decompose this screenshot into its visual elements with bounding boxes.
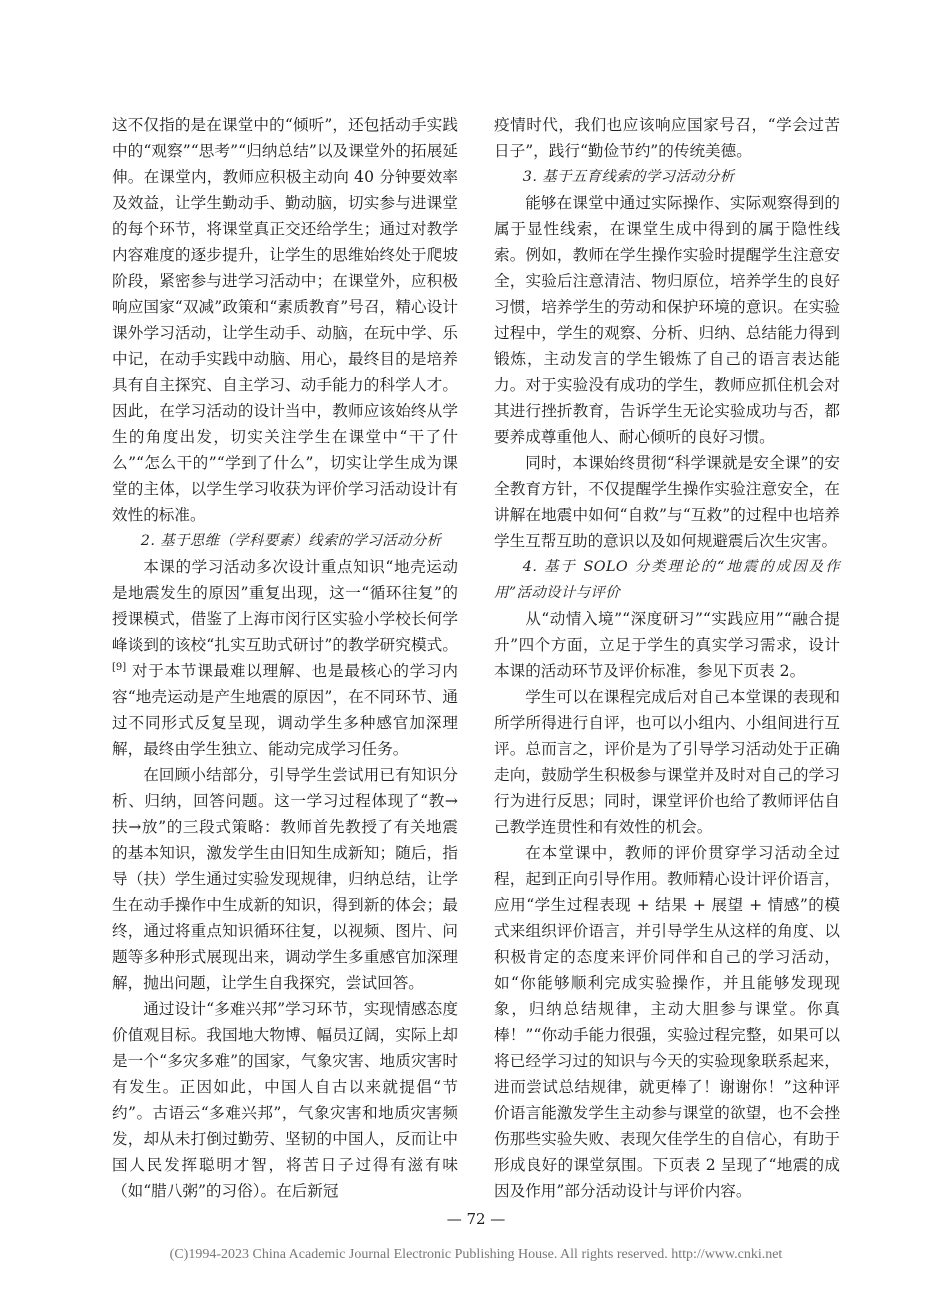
paragraph: 从“动情入境”“深度研习”“实践应用”“融合提升”四个方面，立足于学生的真实学习需求，设计本课的活动环节及评价标准，参见下页表 2。: [494, 610, 840, 680]
paragraph: 能够在课堂中通过实际操作、实际观察得到的属于显性线索，在课堂生成中得到的属于隐性线索。例如，教师在学生操作实验时提醒学生注意安全，实验后注意清洁、物归原位，培养学生的良好习惯，培养学生的劳动和保护环境的意识。在实验过程中，学生的观察、分析、归纳、总结能力得到锻炼，主动发言的学生锻炼了自己的语言表达能力。对于实验没有成功的学生，教师应抓住机会对其进行挫折教育，告诉学生无论实验成功与否，都要养成尊重他人、耐心倾听的良好习惯。: [494, 194, 840, 446]
paragraph: 通过设计“多难兴邦”学习环节，实现情感态度价值观目标。我国地大物博、幅员辽阔，实际上却是一个“多灾多难”的国家，气象灾害、地质灾害时有发生。正因如此，中国人自古以来就提倡“节约”。古语云“多难兴邦”，气象灾害和地质灾害频发，却从未打倒过勤劳、坚韧的中国人，反而让中国人民发挥聪明才智，将苦日子过得有滋有味（如“腊八粥”的习俗）。在后新冠: [112, 1000, 458, 1200]
paragraph: 这不仅指的是在课堂中的“倾听”，还包括动手实践中的“观察”“思考”“归纳总结”以及课堂外的拓展延伸。在课堂内，教师应积极主动向 40 分钟要效率及效益，让学生勤动手、勤动脑，切实参与进课堂的每个环节，将课堂真正交还给学生；通过对教学内容难度的逐步提升，让学生的思维始终处于爬坡阶段，紧密参与进学习活动中；在课堂外，应积极响应国家“双减”政策和“素质教育”号召，精心设计课外学习活动，让学生动手、动脑，在玩中学、乐中记，在动手实践中动脑、用心，最终目的是培养具有自主探究、自主学习、动手能力的科学人才。因此，在学习活动的设计当中，教师应该始终从学生的角度出发，切实关注学生在课堂中“干了什么”“怎么干的”“学到了什么”，切实让学生成为课堂的主体，以学生学习收获为评价学习活动设计有效性的标准。: [112, 116, 458, 524]
section-heading: 2. 基于思维（学科要素）线索的学习活动分析: [140, 533, 442, 549]
paragraph-text: 本课的学习活动多次设计重点知识“地壳运动是地震发生的原因”重复出现，这一“循环往复”的授课模式，借鉴了上海市闵行区实验小学校长何学峰谈到的该校“扎实互助式研讨”的教学研究模式。: [112, 558, 458, 654]
section-heading: 3. 基于五育线索的学习活动分析: [522, 169, 735, 185]
paragraph: 疫情时代，我们也应该响应国家号召，“学会过苦日子”，践行“勤俭节约”的传统美德。: [494, 116, 840, 160]
page-number: — 72 —: [446, 1210, 506, 1228]
right-column: [494, 112, 840, 1204]
paragraph: [112, 554, 458, 762]
paragraph: 学生可以在课程完成后对自己本堂课的表现和所学所得进行自评，也可以小组内、小组间进行互评。总而言之，评价是为了引导学习活动处于正确走向，鼓励学生积极参与课堂并及时对自己的学习行为进行反思；同时，课堂评价也给了教师评估自己教学连贯性和有效性的机会。: [494, 688, 840, 836]
paragraph: 在本堂课中，教师的评价贯穿学习活动全过程，起到正向引导作用。教师精心设计评价语言，应用“学生过程表现 + 结果 + 展望 + 情感”的模式来组织评价语言，并引导学生从这样的角度、以积极肯定的态度来评价同伴和自己的学习活动，如“你能够顺利完成实验操作，并且能够发现现象，归纳总结规律，主动大胆参与课堂。你真棒！”“你动手能力很强，实验过程完整，如果可以将已经学习过的知识与今天的实验现象联系起来，进而尝试总结规律，就更棒了！谢谢你！”这种评价语言能激发学生主动参与课堂的欲望，也不会挫伤那些实验失败、表现欠佳学生的自信心，有助于形成良好的课堂氛围。下页表 2 呈现了“地震的成因及作用”部分活动设计与评价内容。: [494, 844, 840, 1200]
left-column: [112, 112, 458, 1204]
citation-reference[interactable]: [9]: [112, 661, 127, 673]
paragraph: 同时，本课始终贯彻“科学课就是安全课”的安全教育方针，不仅提醒学生操作实验注意安全，在讲解在地震中如何“自救”与“互救”的过程中也培养学生互帮互助的意识以及如何规避震后次生灾害。: [494, 454, 840, 550]
paragraph: 在回顾小结部分，引导学生尝试用已有知识分析、归纳，回答问题。这一学习过程体现了“教→扶→放”的三段式策略：教师首先教授了有关地震的基本知识，激发学生由旧知生成新知；随后，指导（扶）学生通过实验发现规律，归纳总结，让学生在动手操作中生成新的知识，得到新的体会；最终，通过将重点知识循环往复，以视频、图片、问题等多种形式展现出来，调动学生多重感官加深理解，抛出问题，让学生自我探究，尝试回答。: [112, 766, 458, 992]
copyright-footer: (C)1994-2023 China Academic Journal Electronic Publishing House. All rights reserved. http://www.cnki.net: [169, 1247, 783, 1262]
section-heading: 4. 基于 SOLO 分类理论的“地震的成因及作用”活动设计与评价: [494, 559, 840, 601]
paragraph-text: 对于本节课最难以理解、也是最核心的学习内容“地壳运动是产生地震的原因”，在不同环节、通过不同形式反复呈现，调动学生多种感官加深理解，最终由学生独立、能动完成学习任务。: [112, 662, 458, 758]
